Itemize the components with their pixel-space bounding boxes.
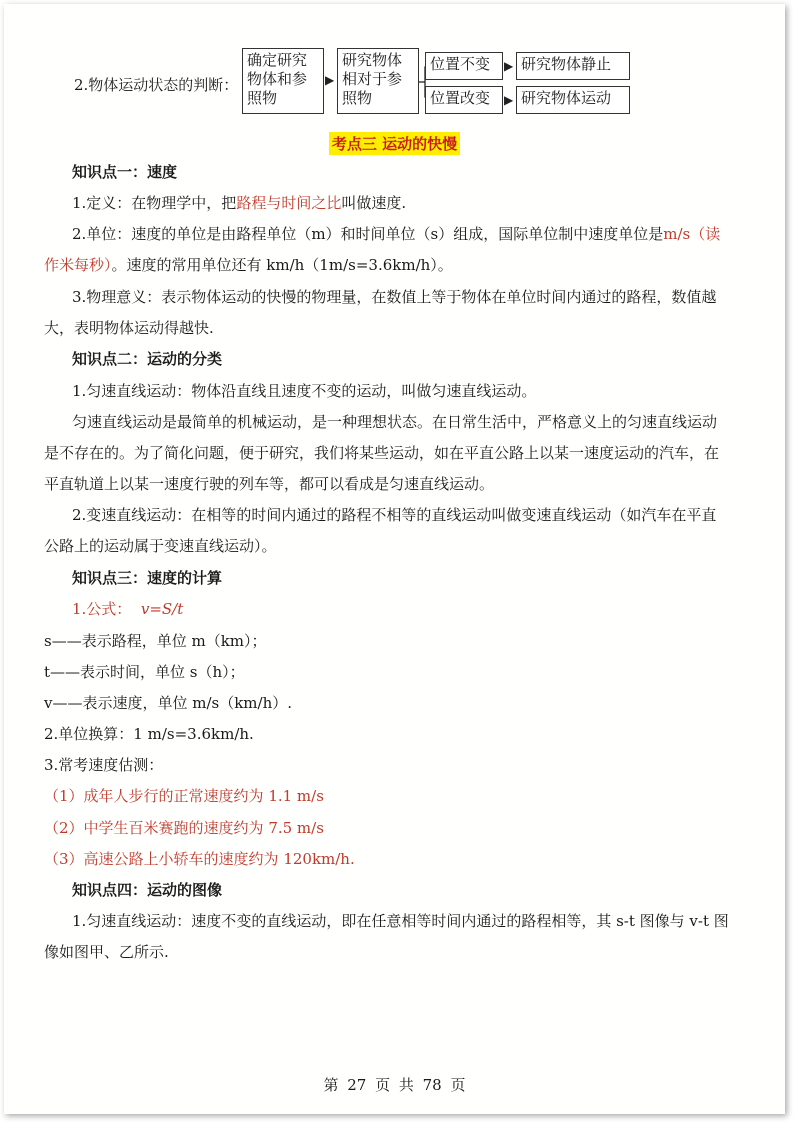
flow-box-object-moving: 研究物体运动 — [516, 86, 630, 114]
section-title — [4, 132, 785, 155]
heading-speed: 知识点一：速度 — [72, 163, 178, 181]
speed-unit-line1: 2.单位：速度的单位是由路程单位（m）和时间单位（s）组成，国际单位制中速度单位是m/s（读 — [72, 225, 721, 243]
motion-graph-line1: 1.匀速直线运动：速度不变的直线运动，即在任意相等时间内通过的路程相等，其 s-t 图像与 v-t 图 — [72, 912, 729, 930]
uniform-motion-definition: 1.匀速直线运动：物体沿直线且速度不变的运动，叫做匀速直线运动。 — [72, 382, 537, 400]
variable-motion-line2: 公路上的运动属于变速直线运动）。 — [44, 537, 277, 555]
document-page — [4, 4, 785, 1114]
flow-box-relative: 研究物体 相对于参 照物 — [337, 48, 419, 114]
speed-meaning-line2: 大，表明物体运动得越快. — [44, 319, 214, 337]
speed-definition: 1.定义：在物理学中，把路程与时间之比叫做速度. — [72, 194, 407, 212]
uniform-motion-paragraph-2: 是不存在的。为了简化问题，便于研究，我们将某些运动，如在平直公路上以某一速度运动的汽车，在 — [44, 444, 720, 462]
uniform-motion-paragraph-3: 平直轨道上以某一速度行驶的列车等，都可以看成是匀速直线运动。 — [44, 475, 495, 493]
flow-box-determine: 确定研究 物体和参 照物 — [242, 48, 324, 114]
motion-graph-line2: 像如图甲、乙所示. — [44, 943, 169, 961]
speed-meaning-line1: 3.物理意义：表示物体运动的快慢的物理量，在数值上等于物体在单位时间内通过的路程，数值越 — [72, 288, 717, 306]
page-number: 第 27 页 共 78 页 — [323, 1076, 466, 1094]
symbol-v: v——表示速度，单位 m/s（km/h）. — [44, 694, 293, 712]
heading-motion-classification: 知识点二：运动的分类 — [72, 350, 223, 368]
heading-motion-graphs: 知识点四：运动的图像 — [72, 881, 223, 899]
arrow-right-icon: ▶ — [504, 59, 514, 73]
arrow-right-icon: ▶ — [325, 73, 335, 87]
speed-estimate-heading: 3.常考速度估测： — [44, 756, 164, 774]
section-title-text: 考点三 运动的快慢 — [329, 132, 460, 155]
symbol-s: s——表示路程，单位 m（km）； — [44, 632, 267, 650]
variable-motion-line1: 2.变速直线运动：在相等的时间内通过的路程不相等的直线运动叫做变速直线运动（如汽车在平直 — [72, 506, 717, 524]
estimate-walking: （1）成年人步行的正常速度约为 1.1 m/s — [44, 787, 324, 805]
estimate-sprint: （2）中学生百米赛跑的速度约为 7.5 m/s — [44, 819, 324, 837]
speed-unit-line2: 作米每秒）。速度的常用单位还有 km/h（1m/s=3.6km/h）。 — [44, 256, 453, 274]
flow-box-position-changed: 位置改变 — [425, 86, 503, 114]
diagram-label: 2.物体运动状态的判断： — [74, 76, 239, 94]
arrow-right-icon: ▶ — [504, 93, 514, 107]
unit-conversion: 2.单位换算：1 m/s=3.6km/h. — [44, 725, 254, 743]
symbol-t: t——表示时间，单位 s（h）； — [44, 663, 245, 681]
speed-formula: 1.公式： v=S/t — [72, 600, 184, 618]
estimate-highway-car: （3）高速公路上小轿车的速度约为 120km/h. — [44, 850, 355, 868]
flow-box-position-unchanged: 位置不变 — [425, 52, 503, 80]
heading-speed-calculation: 知识点三：速度的计算 — [72, 569, 223, 587]
flow-box-object-static: 研究物体静止 — [516, 52, 630, 80]
uniform-motion-paragraph-1: 匀速直线运动是最简单的机械运动，是一种理想状态。在日常生活中，严格意义上的匀速直线运动 — [72, 413, 718, 431]
